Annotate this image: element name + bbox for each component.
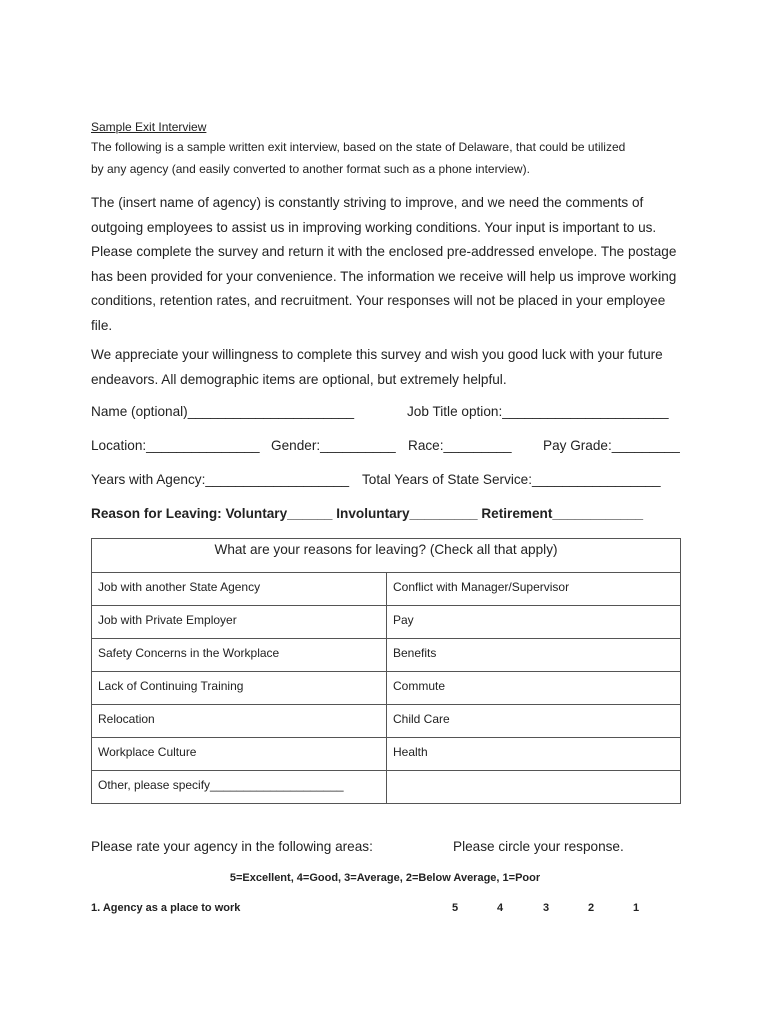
reason-cell[interactable]: Job with Private Employer: [92, 606, 387, 639]
rating-item-label: 1. Agency as a place to work: [91, 902, 241, 914]
reason-cell-empty[interactable]: [387, 771, 681, 804]
rating-instruction: Please circle your response.: [453, 839, 624, 854]
document-title: Sample Exit Interview: [91, 120, 207, 134]
reason-cell[interactable]: Relocation: [92, 705, 387, 738]
rating-option-1[interactable]: 1: [633, 902, 640, 914]
years-state-field[interactable]: Total Years of State Service:_________________: [362, 472, 661, 487]
reason-cell[interactable]: Safety Concerns in the Workplace: [92, 639, 387, 672]
reason-cell[interactable]: Workplace Culture: [92, 738, 387, 771]
race-field[interactable]: Race:_________: [408, 438, 512, 453]
intro-paragraph: The (insert name of agency) is constantly striving to improve, and we need the comments of outgoing employees to assist us in improving working conditions. Your input is important to us. Please complete the survey and return it with the enclosed pre-addressed envelope. The postage has been provided for your convenience. The information we receive will help us improve working conditions, retention rates, and recruitment. Your responses will not be placed in your employee file.: [91, 195, 677, 333]
rating-prompt: Please rate your agency in the following areas:: [91, 839, 373, 854]
table-row: [92, 705, 681, 738]
reason-cell[interactable]: Child Care: [387, 705, 681, 738]
rating-scale: 5=Excellent, 4=Good, 3=Average, 2=Below Average, 1=Poor: [229, 872, 541, 884]
reasons-table-header: What are your reasons for leaving? (Check all that apply): [92, 539, 681, 573]
name-field[interactable]: Name (optional)______________________: [91, 404, 355, 419]
rating-option-3[interactable]: 3: [543, 902, 550, 914]
reasons-table: [91, 538, 681, 804]
rating-option-4[interactable]: 4: [497, 902, 504, 914]
table-row: [92, 639, 681, 672]
rating-option-2[interactable]: 2: [588, 902, 595, 914]
table-row: [92, 606, 681, 639]
job-title-field[interactable]: Job Title option:______________________: [407, 404, 669, 419]
gender-field[interactable]: Gender:__________: [271, 438, 396, 453]
rating-option-5[interactable]: 5: [452, 902, 459, 914]
pay-grade-field[interactable]: Pay Grade:_________: [543, 438, 680, 453]
location-field[interactable]: Location:_______________: [91, 438, 260, 453]
reason-cell[interactable]: Job with another State Agency: [92, 573, 387, 606]
years-agency-field[interactable]: Years with Agency:___________________: [91, 472, 350, 487]
intro-line-1: The following is a sample written exit interview, based on the state of Delaware, that could be utilized: [91, 140, 626, 154]
reason-for-leaving[interactable]: Reason for Leaving: Voluntary______ Involuntary_________ Retirement____________: [91, 506, 644, 521]
table-row: [92, 672, 681, 705]
reason-cell-other[interactable]: Other, please specify____________________: [92, 771, 387, 804]
reason-cell[interactable]: Lack of Continuing Training: [92, 672, 387, 705]
table-row: [92, 771, 681, 804]
reason-cell[interactable]: Conflict with Manager/Supervisor: [387, 573, 681, 606]
table-row: [92, 573, 681, 606]
reason-cell[interactable]: Health: [387, 738, 681, 771]
reason-cell[interactable]: Commute: [387, 672, 681, 705]
reason-cell[interactable]: Benefits: [387, 639, 681, 672]
table-row: [92, 738, 681, 771]
closing-paragraph: We appreciate your willingness to complete this survey and wish you good luck with your future endeavors. All demographic items are optional, but extremely helpful.: [91, 347, 663, 387]
intro-line-2: by any agency (and easily converted to another format such as a phone interview).: [91, 162, 530, 176]
reason-cell[interactable]: Pay: [387, 606, 681, 639]
